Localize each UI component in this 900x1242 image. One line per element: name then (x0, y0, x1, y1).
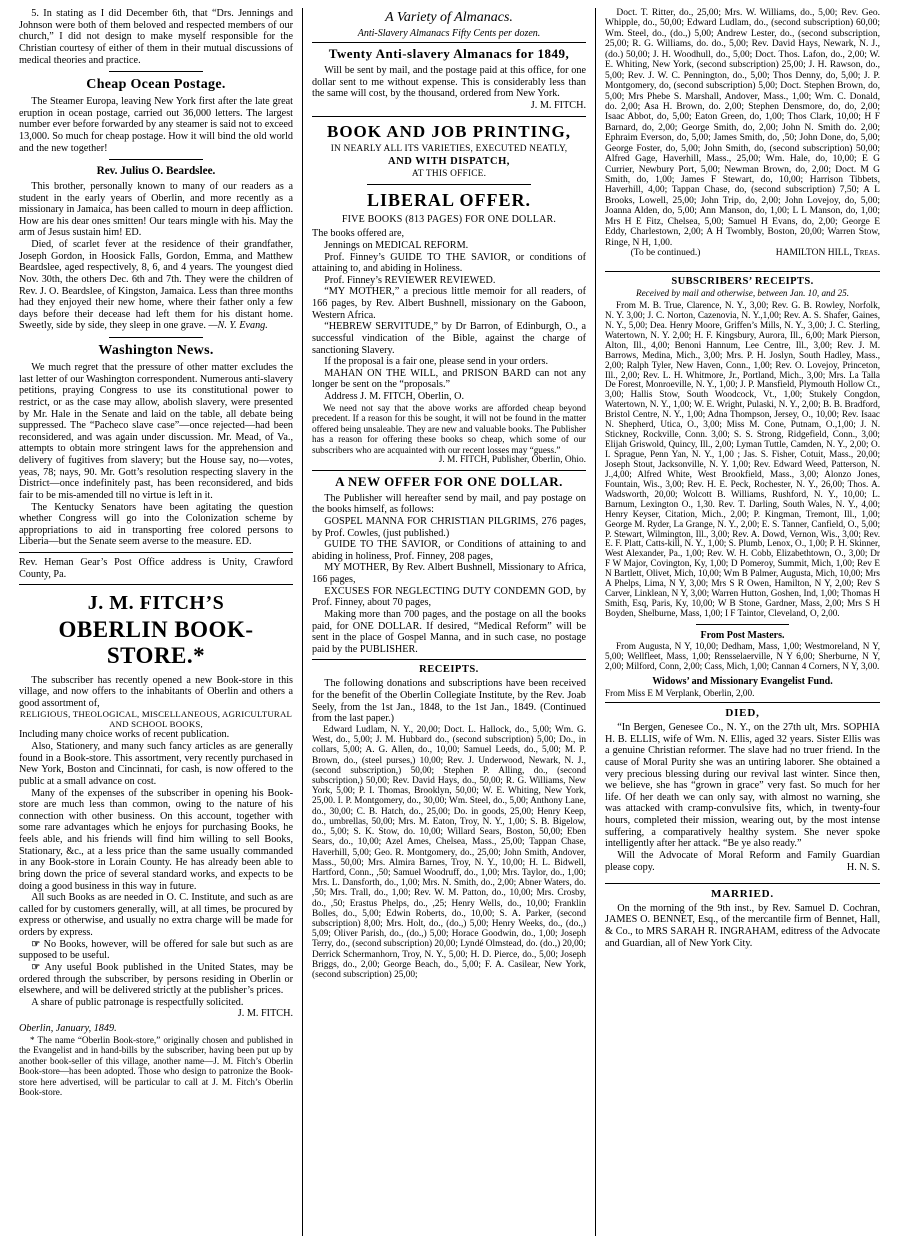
receipts-body: Edward Ludlam, N. Y., 20,00; Doct. L. Hallock, do., 5,00; Wm. G. West, do., 5,00; J. M. Hubbard do., (second subscription) 5,00; Do., in collars, 5,00; A. G. Allen, do., 10,00; Samuel Leeds, do., 5,00; M. P. Brown, do., (steel purses,) 10,00; Rev. J. Underwood, Newark, N. J., (second subscription,) 50,00; Stephen P. Alling, do., (second subscription,) 50,00; Rev. David Hays, do., 50,00; R. G. Williams, New York, 5,00; P. I. Thomas, Brooklyn, 50,00; W. E. Whiting, New York, 25,00. I. P. Montgomery, do., 30,00; Wm. Steel, do., 5,00; Anthony Lane, do., 30,00; C. B. Hatch, do., 25,00; Do. in goods, 25,00; Henry Keep, do., umbrellas, 50,00; Mrs. M. Eaton, Troy, N. Y., 1,00; S. B. Bigelow, do., 5,00; S. K. Stow, do. 10,00; Willard Sears, Boston, 50,00; Eben Sears, do., 10,00; Azel Ames, Chelsea, Mass., 25,00; Tappan Chase, Haverhill, 5,00; Geo. R. Montgomery, do., 25,00; John Smith, Andover, Mass., 50,00; Mrs. Almira Barnes, Troy, N. Y., 10,00; H. L. Bidwell, Hartford, Conn., ,50; Samuel Woodruff, do., 1,00; Mrs. Taylor, do., 1,00; Mrs. L. Dansforth, do., 1,00; Mrs. N. Smith, do., 2,00; Abner Waters, do. ,50; Mrs. Trall, do., 1,00; Rev. W. M. Patton, do., 10,00; Mrs. Crosby, do., ,50; Erastus Phelps, do., ,25; Henry Wells, do., 10,00; Franklin Bolles, do., 5,00; Edwin Roberts, do., 10,00; S. A. Parker, (second subscription) 8,00; Mrs. Holt, do., (do.,) 5,00; Henry Weeks, do., (do.,) 5,09; Oliver Parish, do., (do.,) 5,00; Horace Goodwin, do., 1,00; Joseph Terry, do., (second subscription) 20,00; Lyndé Olmstead, do. (do.,) 20,00; Derrick Schermanhorn, Troy, N. Y., 5,00; H. D. Pierce, do., 5,00; Joseph Briggs, do., 2,00; George Beach, do., 5,00; F. A. Casilear, New York, (second subscription) 25,00; (312, 724, 586, 981)
column-three (596, 8, 889, 1236)
divider (312, 116, 586, 117)
bookstore-paragraph-6 (19, 939, 293, 962)
married-title: MARRIED. (711, 888, 774, 901)
bookstore-dateline: Oberlin, January, 1849. (19, 1023, 117, 1035)
divider (19, 552, 293, 553)
new-offer-publisher: PUBLISHER. (359, 643, 418, 655)
divider (109, 337, 202, 338)
liberal-offer-p7: If the proposal is a fair one, please send in your orders. (324, 356, 549, 368)
section-heading-cheap-ocean-postage: Cheap Ocean Postage. (86, 77, 226, 93)
bookstore-paragraph-5: All such Books as are needed in O. C. Institute, and such as are called for by customers generally, will, at all times, be procured by express or otherwise, and usually no extra charge will be made for orders by express. (19, 892, 293, 939)
liberal-offer-p10: We need not say that the above works are afforded cheap beyond precedent. If a reason for this be sought, it will not be found in the matter offered being unsaleable. They are new and valuable books. The Publisher has a reason for offering these books so cheap, which some of our subscribers who are acquainted with our recent losses may “guess.” (312, 402, 586, 455)
paragraph-beardslee-2 (19, 239, 293, 332)
liberal-offer-p4: Prof. Finney’s REVIEWER REVIEWED. (324, 274, 496, 286)
almanacs-body: Will be sent by mail, and the postage paid at this office, for one dollar sent to me without expense. This is considerably less than the same will cost, by the thousand, ordered from New York. (312, 65, 586, 100)
divider (312, 659, 586, 660)
printing-line1: IN NEARLY ALL ITS VARIETIES, EXECUTED NEATLY, (330, 144, 568, 155)
bookstore-signature: J. M. FITCH. (237, 1008, 293, 1020)
liberal-offer-title: LIBERAL OFFER. (366, 190, 532, 211)
bookstore-footnote: * The name “Oberlin Book-store,” originally chosen and published in the Evangelist and in hand-bills by the subscriber, having been put up by another book-seller of this village, another name—J. M. Fitch’s Oberlin Book-store—has been adopted. Those who design to patronize the Book-store here advertised, will be particular to call at J. M. Fitch’s Oberlin Book-store. (19, 1034, 293, 1098)
married-body: On the morning of the 9th inst., by Rev. Samuel D. Cochran, JAMES O. BENNET, Esq., of the mercantile firm of Bennet, Hall, & Co., to MRS SARAH R. INGRAHAM, editress of the Advocate and Guardian, all of New York City. (605, 902, 880, 949)
died-body: “In Bergen, Genesee Co., N. Y., on the 27th ult, Mrs. SOPHIA H. B. ELLIS, wife of Wm. N. Ellis, aged 32 years. Sister Ellis was a genuine Christian reformer. The slave had no truer friend. In the cause of Moral Purity she was an untiring laborer. She obtained a very precious blessing during our revival last winter. Since then, we believe, she has “grown in grace” very fast. So much for her life. Of her death we can only say, with almost no warning, she was attacked with cramp-convulsive fits, which, in twenty-four hours, completed their mission, wearing out, by the most intense suffering, a comparatively healthy system. She never spoke intelligently after her attack. “Be ye also ready.” (605, 722, 880, 850)
new-offer-p6 (312, 609, 586, 656)
printing-line3: AT THIS OFFICE. (411, 168, 487, 179)
divider (312, 470, 586, 471)
liberal-offer-p3: Prof. Finney’s GUIDE TO THE SAVIOR, or conditions of attaining to, and abiding in Holiness. (312, 251, 586, 275)
bookstore-paragraph-7 (19, 962, 293, 997)
receipts-continued-note (605, 248, 880, 258)
liberal-offer-p6: “HEBREW SERVITUDE,” by Dr Barron, of Edinburgh, O., a successful vindication of the Bible, against the charge of sanctioning Slavery. (312, 321, 586, 356)
post-masters-title: From Post Masters. (700, 629, 785, 641)
section-heading-washington-news: Washington News. (98, 343, 214, 359)
almanacs-script-title: A Variety of Almanacs. (385, 10, 513, 25)
receipts-continued: Doct. T. Ritter, do., 25,00; Mrs. W. Williams, do., 5,00; Rev. Geo. Whipple, do., 50,00; Edward Ludlam, do., (second subscription) 60,00; Wm. Steel, do., (do.,) 5,00; Andrew Lester, do., (second subscription, 25,00; R. G. Williams, do. do., 5,00; Rev. David Hays, Newark, N. J., (do.) 50,00; J. H. Woodhull, do., 5,00; Doct. Thos. Lafon, do., 2,00; W. E. Whiting, New York, (second subscription) 25,00; J. H. Rawson, do., 5,00; Rev. J. W. C. Pennington, do., 5,00; Thos Denny, do, 5,00; J. P. Montgomery, do, (second subscription) 5,00; Doct. Stephen Brown, do, 5,00; Mrs Phebe S. Marshall, Andover, Mass., 1,00; Wm. C. Donald, do. 2,00; Asa H. Brown, do. 2,00; Stephen Densmore, do, do, 2,00; Isaac Abbot, do, 5,00; Eaton Green, do, 1,00; Thos Clark, 10,00; H F Barnard, do, 2,00; George Smith, do, 2,00; John N. Smith do. 2,00; Ephraim Everson, do, 5,00; James Smith, do, ,50; John Done, do, 5,00; George Foster, do, 5,00; John Smith, do, (second subscription) 50,00; Alfred Gage, Haverhill, Mass., 25,00; Wm. Hale, do, 10,00; E G Currier, Newbury Port, 5,00; Newman Brown, do, 2,00; Doct. M G Smith, do, 1,00; James F Stewart, do, 10,00; Harrison Tibbets, Haverhill, 4,00; Tappan Chase, do, (second subscription) 7,50; A L Brooks, Lowell, 25,00; John Trip, do, 2,00; John Lovejoy, do, 5,00; Joanna Alden, do, 5,00; Ann Manson, do, 1,00; L L Manson, do, 1,00; Mrs H E Fitz, Chelsea, 5,00; Samuel H Evans, do, 2,00; George E Eddy, Charlestown, 2,00; A H Twombly, Boston, 20,00; Warren Stow, Ringe, N H, 1,00. (605, 8, 880, 248)
bookstore-text-7: Any useful Book published in the United States, may be ordered through the subscriber, by persons residing in Oberlin or elsewhere, and will be delivered strictly at the publisher’s prices. (19, 961, 293, 997)
liberal-offer-p1: The books offered are, (312, 228, 405, 240)
beardslee-sig-2: —N. Y. Evang. (208, 320, 268, 332)
divider (109, 159, 202, 160)
post-masters-body: From Augusta, N Y, 10,00; Dedham, Mass, 1,00; Westmoreland, N Y, 5,00; Wellfleet, Mass, 1,00; Rensselaerville, N Y 6,00; Sherburne, N Y, 2,00; Milford, Conn, 2,00; Cass, Mich, 1,00; Cannan 4 Corners, N Y, 3,00. (605, 641, 880, 672)
divider (605, 883, 880, 884)
new-offer-p5: EXCUSES FOR NEGLECTING DUTY CONDEMN GOD, by Prof. Finney, about 70 pages, (312, 585, 586, 609)
pointing-hand-icon: ☞ (31, 938, 41, 950)
liberal-offer-signature: J. M. FITCH, Publisher, Oberlin, Ohio. (438, 455, 586, 466)
new-offer-p1: The Publisher will hereafter send by mail, and pay postage on the books himself, as follows: (312, 492, 586, 516)
beardslee-text-2: Died, of scarlet fever at the residence of their grandfather, Joseph Gordon, in Hoosick Falls, Gordon, Emma, and Matthew Beardslee, aged respectively, 8, 6, and 4 years. The youngest died Nov. 30th, the others Dec. 6th and 7th. They were the children of Rev. J. O. Beardslee, of Kingston, Jamaica. Less than three months had they enjoyed their new home, where their father only a few days before their decease had left them for his distant home. Sweetly, side by side, they sleep in one grave. (19, 239, 293, 332)
divider (312, 42, 586, 43)
divider (696, 624, 790, 625)
divider (605, 271, 880, 272)
washington-sig: ED. (235, 536, 252, 548)
almanacs-signature: J. M. FITCH. (530, 100, 586, 112)
divider (19, 584, 293, 585)
divider (367, 184, 531, 185)
new-offer-title: A NEW OFFER FOR ONE DOLLAR. (335, 473, 563, 489)
widows-fund-title: Widows’ and Missionary Evangelist Fund. (652, 676, 833, 688)
printing-title: BOOK AND JOB PRINTING, (327, 121, 571, 141)
receipts-intro: The following donations and subscriptions have been received for the benefit of the Oberlin Collegiate Institute, by the Rev. Joab Seely, from the 1st Jan., 1848, to the 1st Jan., 1849. (Continued from the last paper.) (312, 678, 586, 725)
printing-line2: AND WITH DISPATCH, (388, 155, 510, 167)
paragraph-item5: 5. In stating as I did December 6th, that “Drs. Jennings and Johnson were both of them beloved and respected members of our church,” I did not design to make myself responsible for the Christian courtesy of either of them in their mutual discussions of medical theories and practice. (19, 8, 293, 66)
washington-text-2: The Kentucky Senators have been agitating the question whether Congress will go into the Colonization scheme by appropriations to aid in transporting free colored persons to Liberia—but the Senate seem averse to the measure. (19, 501, 293, 548)
paragraph-cheap-ocean: The Steamer Europa, leaving New York first after the late great eruption in ocean postage, carried out 36,000 letters. The largest number ever before forwarded by any steamer is said not to exceed 13,000. So much for cheap postage. How it will bind the old world and the new together! (19, 96, 293, 154)
notice-heman-gear: Rev. Heman Gear’s Post Office address is Unity, Crawford County, Pa. (19, 557, 293, 580)
almanacs-subtitle: Anti-Slavery Almanacs Fifty Cents per dozen. (357, 27, 541, 39)
bookstore-paragraph-1: The subscriber has recently opened a new Book-store in this village, and now offers to the inhabitants of Oberlin and others a good assortment of, (19, 674, 293, 709)
liberal-offer-p8: MAHAN ON THE WILL, and PRISON BARD can not any longer be sent on the “proposals.” (312, 367, 586, 391)
liberal-offer-p2: Jennings on MEDICAL REFORM. (324, 239, 469, 251)
new-offer-p4: MY MOTHER, By Rev. Albert Bushnell, Missionary to Africa, 166 pages, (312, 562, 586, 586)
new-offer-p2: GOSPEL MANNA FOR CHRISTIAN PILGRIMS, 276 pages, by Prof. Cowles, (just published.) (312, 515, 586, 539)
bookstore-paragraph-4: Many of the expenses of the subscriber in opening his Book-store are much less than common, owing to the nature of his connection with other business. On this account, together with some rare advantages which he enjoys for purchasing Books, he feels able, and his friends will find him willing to sell Books, Stationary, &c., at a less price than the same usually commanded in any Book-store in Lorain County. He has already been able to bring down the price of several standard works, and expects to be doing a good business in this way in future. (19, 787, 293, 892)
treasurer-signature: HAMILTON HILL, Treas. (775, 248, 880, 259)
column-one (10, 8, 303, 1236)
subscribers-receipts-title: SUBSCRIBERS’ RECEIPTS. (671, 275, 814, 287)
widows-fund-body: From Miss E M Verplank, Oberlin, 2,00. (605, 687, 755, 698)
died-signature: H. N. S. (846, 861, 880, 873)
liberal-offer-subtitle: FIVE BOOKS (813 PAGES) FOR ONE DOLLAR. (341, 213, 557, 225)
bookstore-text-6: No Books, however, will be offered for sale but such as are supposed to be useful. (19, 938, 293, 962)
new-offer-text-6: Making more than 700 pages, and the postage on all the books paid, for ONE DOLLAR. If desired, “Medical Reform” will be sent in the place of Gospel Manna, and in such case, no postage paid by the (312, 608, 586, 655)
divider (605, 702, 880, 703)
pointing-hand-icon: ☞ (31, 961, 41, 973)
bookstore-title-line1: J. M. FITCH’S (87, 592, 225, 615)
died-note (605, 850, 880, 873)
column-two (303, 8, 596, 1236)
subscribers-receipts-subtitle: Received by mail and otherwise, between Jan. 10, and 25. (635, 288, 850, 299)
to-be-continued-label: (To be continued.) (630, 248, 701, 259)
beardslee-sig-1: ED. (125, 227, 142, 239)
paragraph-washington-1: We much regret that the pressure of other matter excludes the last letter of our Washington correspondent. Numerous anti-slavery petitions, praying Congress to use its constitutional power to restrict, or as the case may allow, abolish slavery, were presented by Mr. Hale in the Senate and laid on the table, all debate being suppressed. The “Pacheco slave case”—once rejected—had been reconsidered, and was again under discussion. Mr. Mead, of Va., attempts to obtain more stringent laws for the apprehension and delivery of fugitives from slavery; but the House say, no—votes, yeas, 78; nays, 90. Mr. Gott’s resolution respecting slavery in the District—once indefinitely past, has been reconsidered, and bids fair to be mis-amended till no virtue is left in it. (19, 362, 293, 501)
subscribers-receipts-body: From M. B. True, Clarence, N. Y., 3,00; Rev. G. B. Rowley, Norfolk, N. Y. 3,00; J. C. Norton, Cazenovia, N. Y.,1,00; Rev. A. S. Shafer, Gaines, N. Y., 5,00; Dea. Henry Moore, Griffen’s Mills, N. Y., 3,00; J. C. Sterling, Watertown, N. Y. 2,00; H. F. Kingsbury, Aurora, Ill., 6,00; Mark Pierson, Alton, Ill., 4,00; Benoni Hannum, Lee Centre, Ill., 3,00; Rev. J. M. Barrows, Medina, Mich., 3,00; Mrs. P. H. Joslyn, South Hadley, Mass., 2,00; Ralph Tyler, New Haven, Conn., 1,00; Rev. O. Lovejoy, Princeton, Ill., 2,00; Rev. L. H. Whitmore, Jr., Portland, Mich., 3,00; Mrs. La Talla De Forest, Monroeville, N. Y., 1,00; J. P. Mansfield, Plymouth Hollow Ct., 3,00; Hallis Stow, South Woodcock, Vt., 1,00; Stukely Congdon, Watertown, N. Y., 1,00; W. E. Wright, Pulaski, N. Y., 2,00; B. B. Bradford, Bristol Centre, N. Y., 1,00; Adna Thompson, Jersey, O., 10,00; Rev. Isaac N. Shepherd, Utica, O., 3,00; Miss M. Cone, Putnam, O.,1,00; J. N. Stickney, Rockville, Conn. 3,00; S. S. Strong, Ridgefield, Conn., 3,00; Elijah Griswold, Quincy, Ill., 2,00; Lyman Tuttle, Camden, N. Y., 2,00; O. I. Sprague, Penn Yan, N. Y., 1,00 ; Jas. S. Fisher, Cotuit, Mass., 20,00; Joseph Stout, Jacksonville, N. Y. 1,00; Rev. Edward Weed, Patterson, N. J.,4,00; Alfred White, West Brookfield, Mass., 3,00; Alonzo Jones, Fountain, Wis., 3,00; Rev. H. E. Peck, Rochester, N. Y., 26,00; Thos. A. Wadsworth, 20,00; Wolcott B. Williams, Rushford, N. Y., 10,00; L. Barnum, Lexington O., 1,30. Rev. T. Darling, South Wales, N. Y., 4,00; Henry Keyser, Citation, Mich., 2,00; P. Kingman, Tremont, Ill., 1,00; George M. Ryder, La Grange, N. Y., 2,00; E. S. Tanner, Canfield, O., 5,00; P. Stewart, Wilmington, Ill., 3,00; Rev. A. Dowd, Vernon, Wis., 3,00; Rev. E. F. Platt, Catts-kill, N. Y., 1,00; S. Plumb, Lenox, O., 1,00; P. H. Skinner, West Alexander, Pa., 1,00; Rev. W. H. Cobb, Elizabethtown, O., 3,00; Dr F W Major, Covington, Ky, 1,00; D Pomeroy, Summit, Mich, 1,00; Rev E N Bartlett, Olivet, Mich, 10,00; Wm B Palmer, Augusta, Mich, 10,00; Mrs A Phelps, Lima, N Y, 3,00; Mrs S R Owen, Hamilton, N Y, 2,00; Rev S Carver, Linklean, N Y, 3,00; Warren Hutton, Goshen, Ind, 1,00; Thomas H Smith, Esq, Paris, Ky, 10,00; W B Stone, Gardner, Mass, 2,00; Mrs S H Boyden, Shelburne, Mass, 1,00; I F Taintor, Cleveland, O, 2,00. (605, 299, 880, 619)
section-heading-beardslee: Rev. Julius O. Beardslee. (96, 165, 216, 178)
bookstore-paragraph-3: Also, Stationery, and many such fancy articles as are generally found in a Book-store. This assortment, very recently purchased in New York, Boston and Cincinnati, for cash, is now offered to the public at a small advance on cost. (19, 741, 293, 787)
bookstore-categories: RELIGIOUS, THEOLOGICAL, MISCELLANEOUS, AGRICULTURAL AND SCHOOL BOOKS, (19, 709, 293, 730)
beardslee-text-1: This brother, personally known to many of our readers as a student in the early years of Oberlin, and more recently as a missionary in Jamaica, has been called to mourn in deep affliction. How are his dear ones smitten! Our tears mingle with his. May the arm of Jesus sustain him! (19, 180, 293, 239)
bookstore-title-line2: OBERLIN BOOK-STORE.* (58, 617, 254, 669)
new-offer-p3: GUIDE TO THE SAVIOR, or Conditions of attaining to and abiding in holiness, Prof. Finney, 208 pages, (312, 539, 586, 562)
liberal-offer-p5: “MY MOTHER,” a precious little memoir for all readers, of 166 pages, by Rev. Albert Bushnell, missionary on the Gaboon, Western Africa. (312, 286, 586, 321)
paragraph-washington-2 (19, 502, 293, 549)
divider (109, 71, 202, 72)
died-title: DIED, (725, 707, 760, 720)
paragraph-beardslee-1 (19, 181, 293, 239)
liberal-offer-p9: Address J. M. FITCH, Oberlin, O. (324, 391, 465, 403)
bookstore-paragraph-2: Including many choice works of recent publication. (19, 729, 230, 741)
bookstore-paragraph-8: A share of public patronage is respectfully solicited. (31, 996, 244, 1008)
died-note-text: Will the Advocate of Moral Reform and Family Guardian please copy. (605, 849, 880, 873)
receipts-title: RECEIPTS. (419, 664, 479, 676)
almanacs-big-title: Twenty Anti-slavery Almanacs for 1849, (328, 46, 570, 62)
